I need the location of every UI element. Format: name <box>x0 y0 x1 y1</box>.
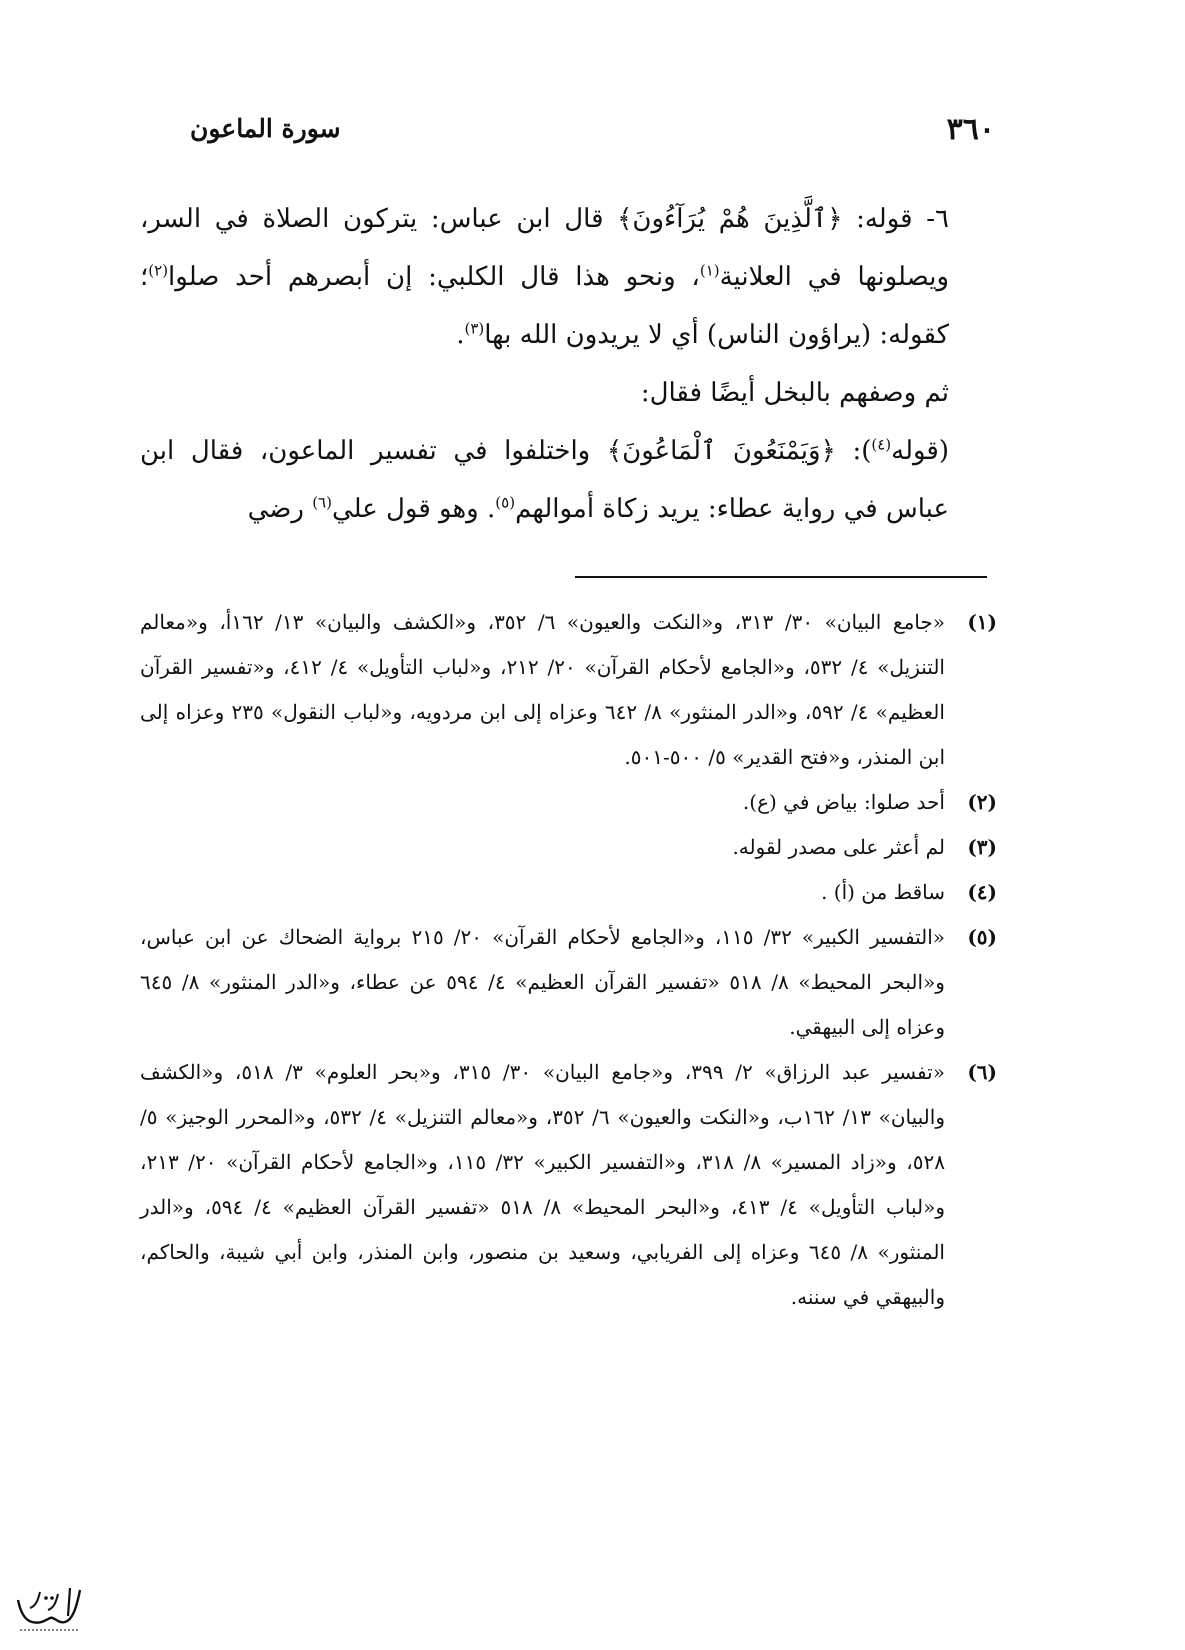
text-span: قال ابن عباس: يتركون الصلاة في السر، ويصلونها في العلانية <box>140 204 950 292</box>
surah-title: سورة الماعون <box>190 114 341 143</box>
page-header <box>190 112 995 152</box>
footnote-text: أحد صلوا: بياض في (ع). <box>742 790 945 814</box>
text-span: ): <box>835 436 872 466</box>
footnote-number: (١) <box>967 610 997 634</box>
text-span: (قوله <box>891 436 950 466</box>
footnote-ref[interactable]: (٥) <box>495 493 516 512</box>
text-span: واختلفوا في تفسير الماعون، فقال ابن عباس في رواية عطاء: يريد زكاة أموالهم <box>140 436 949 524</box>
quran-verse: ﴿ٱلَّذِينَ هُمْ يُرَآءُونَ﴾ <box>617 204 843 234</box>
paragraph-verse-7 <box>140 422 997 538</box>
footnote-ref[interactable]: (٦) <box>312 493 332 512</box>
quran-verse: ﴿وَيَمْنَعُونَ ٱلْمَاعُونَ﴾ <box>606 436 836 466</box>
paragraph-stinginess: ثم وصفهم بالبخل أيضًا فقال: <box>640 378 949 408</box>
footnote-number: (٢) <box>967 790 997 814</box>
footnote-text: «تفسير عبد الرزاق» ٢/ ٣٩٩، و«جامع البيان» ٣٠/ ٣١٥، و«بحر العلوم» ٣/ ٥١٨، و«الكشف والبيان» ١٣/ ١٦٢ب، و«النكت والعيون» ٦/ ٣٥٢، و«معالم التنزيل» ٤/ ٥٣٢، و«المحرر الوجيز» ٥/ ٥٢٨، و«زاد المسير» ٨/ ٣١٨، و«التفسير الكبير» ٣٢/ ١١٥، و«الجامع لأحكام القرآن» ٢٠/ ٢١٣، و«لباب التأويل» ٤/ ٤١٣، و«البحر المحيط» ٨/ ٥١٨ «تفسير القرآن العظيم» ٤/ ٥٩٤، و«الدر المنثور» ٨/ ٦٤٥ وعزاه إلى الفريابي، وسعيد بن منصور، وابن المنذر، وابن أبي شيبة، والحاكم، والبيهقي في سننه. <box>140 1060 945 1309</box>
publisher-logo <box>10 1580 88 1635</box>
footnote-text: «التفسير الكبير» ٣٢/ ١١٥، و«الجامع لأحكام القرآن» ٢٠/ ٢١٥ برواية الضحاك عن ابن عباس، و«البحر المحيط» ٨/ ٥١٨ «تفسير القرآن العظيم» ٤/ ٥٩٤ عن عطاء، و«الدر المنثور» ٨/ ٦٤٥ وعزاه إلى البيهقي. <box>140 925 945 1039</box>
footnote-number: (٥) <box>967 925 997 949</box>
text-span: ، ونحو هذا قال الكلبي: إن أبصرهم أحد صلوا <box>168 262 700 292</box>
text-span: ٦- قوله: <box>842 204 949 234</box>
footnote-ref[interactable]: (٤) <box>871 435 892 454</box>
text-span: ؛ كقوله: (يراؤون الناس) أي لا يريدون الله بها <box>140 262 949 350</box>
footnote-item <box>140 600 997 780</box>
footnote-item <box>140 825 997 870</box>
footnotes <box>140 600 997 1320</box>
footnote-ref[interactable]: (٣) <box>464 319 485 338</box>
footnote-item <box>140 870 997 915</box>
text-span: . <box>456 320 465 350</box>
footnote-number: (٦) <box>967 1060 997 1084</box>
paragraph-verse-6 <box>140 190 997 364</box>
text-span: رضي <box>247 494 313 524</box>
footnote-number: (٤) <box>967 880 997 904</box>
footnote-text: ساقط من (أ) . <box>821 880 945 904</box>
footnote-item <box>140 915 997 1050</box>
page-number: ٣٦٠ <box>946 112 995 147</box>
main-text <box>140 190 997 538</box>
footnote-number: (٣) <box>967 835 997 859</box>
footnote-ref[interactable]: (١) <box>699 261 720 280</box>
footnote-item <box>140 780 997 825</box>
footnote-ref[interactable]: (٢) <box>148 261 169 280</box>
footnote-text: «جامع البيان» ٣٠/ ٣١٣، و«النكت والعيون» ٦/ ٣٥٢، و«الكشف والبيان» ١٣/ ١٦٢أ، و«معالم التنزيل» ٤/ ٥٣٢، و«الجامع لأحكام القرآن» ٢٠/ ٢١٢، و«لباب التأويل» ٤/ ٤١٢، و«تفسير القرآن العظيم» ٤/ ٥٩٢، و«الدر المنثور» ٨/ ٦٤٢ وعزاه إلى ابن مردويه، و«لباب النقول» ٢٣٥ وعزاه إلى ابن المنذر، و«فتح القدير» ٥/ ٥٠٠-٥٠١. <box>140 610 945 769</box>
footnote-divider <box>575 576 987 578</box>
text-span: . وهو قول علي <box>331 494 496 524</box>
footnote-text: لم أعثر على مصدر لقوله. <box>732 835 945 859</box>
footnote-item <box>140 1050 997 1320</box>
